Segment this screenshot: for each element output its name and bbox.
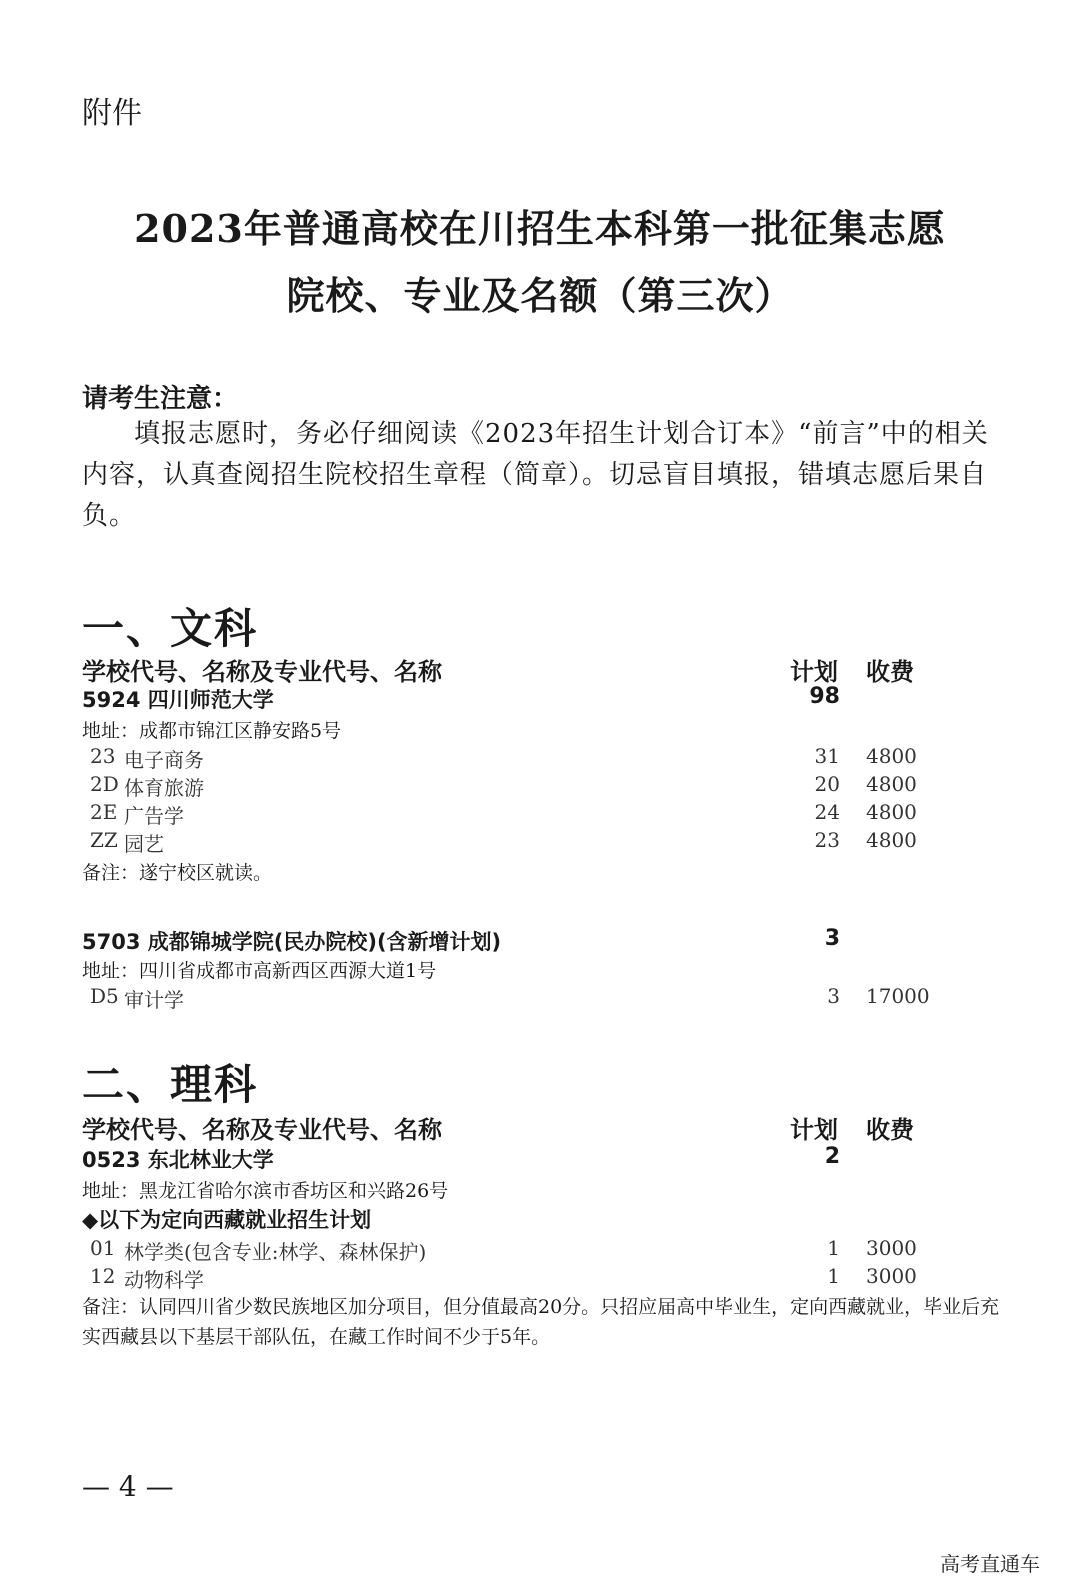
major-fee: 4800 (866, 800, 917, 824)
major-name: 电子商务 (124, 748, 204, 772)
major-fee: 4800 (866, 772, 917, 796)
directed-plan-subheading: ◆以下为定向西藏就业招生计划 (82, 1208, 372, 1232)
major-plan: 1 (827, 1264, 840, 1288)
institution-name: 0523 东北林业大学 (82, 1148, 274, 1172)
page-number: — 4 — (82, 1470, 174, 1503)
institution-plan: 2 (824, 1144, 840, 1169)
institution-plan: 98 (809, 684, 840, 709)
major-plan: 20 (814, 772, 840, 796)
notice-heading: 请考生注意： (82, 384, 239, 414)
column-header-fee: 收费 (866, 1116, 914, 1144)
institution-address: 地址：黑龙江省哈尔滨市香坊区和兴路26号 (82, 1180, 449, 1202)
column-header-fee: 收费 (866, 658, 914, 686)
major-name: 广告学 (124, 804, 184, 828)
major-fee: 17000 (866, 984, 930, 1008)
major-name: 体育旅游 (124, 776, 204, 800)
major-code: 2E (90, 800, 118, 824)
major-code: D5 (90, 984, 119, 1008)
major-name: 审计学 (124, 988, 184, 1012)
major-code: 01 (90, 1236, 116, 1260)
column-header-plan: 计划 (790, 1116, 838, 1144)
major-fee: 4800 (866, 828, 917, 852)
document-title-line2: 院校、专业及名额（第三次） (286, 273, 794, 318)
major-fee: 3000 (866, 1236, 917, 1260)
major-name: 园艺 (124, 832, 164, 856)
watermark: 高考直通车 (940, 1552, 1040, 1576)
section-heading-liberal-arts: 一、文科 (82, 604, 259, 653)
document-title-line1: 2023年普通高校在川招生本科第一批征集志愿 (134, 206, 946, 251)
institution-plan: 3 (824, 926, 840, 951)
major-plan: 3 (827, 984, 840, 1008)
attachment-label: 附件 (82, 96, 142, 131)
major-fee: 4800 (866, 744, 917, 768)
column-header-school: 学校代号、名称及专业代号、名称 (82, 658, 442, 686)
major-code: 23 (90, 744, 116, 768)
section-heading-science: 二、理科 (82, 1060, 259, 1109)
major-plan: 31 (814, 744, 840, 768)
major-name: 林学类(包含专业:林学、森林保护) (124, 1240, 427, 1264)
major-plan: 1 (827, 1236, 840, 1260)
institution-address: 地址：成都市锦江区静安路5号 (82, 720, 342, 742)
institution-address: 地址：四川省成都市高新西区西源大道1号 (82, 960, 437, 982)
major-code: 12 (90, 1264, 116, 1288)
institution-name: 5703 成都锦城学院(民办院校)(含新增计划) (82, 930, 502, 954)
column-header-school: 学校代号、名称及专业代号、名称 (82, 1116, 442, 1144)
major-code: ZZ (90, 828, 118, 852)
column-header-plan: 计划 (790, 658, 838, 686)
major-fee: 3000 (866, 1264, 917, 1288)
major-plan: 23 (814, 828, 840, 852)
institution-note: 备注：认同四川省少数民族地区加分项目，但分值最高20分。只招应届高中毕业生，定向西藏就业，毕业后充实西藏县以下基层干部队伍，在藏工作时间不少于5年。 (82, 1296, 1000, 1348)
institution-note: 备注：遂宁校区就读。 (82, 862, 273, 884)
institution-name: 5924 四川师范大学 (82, 688, 274, 712)
major-plan: 24 (814, 800, 840, 824)
major-name: 动物科学 (124, 1268, 204, 1292)
notice-body: 填报志愿时，务必仔细阅读《2023年招生计划合订本》“前言”中的相关内容，认真查阅招生院校招生章程（简章）。切忌盲目填报，错填志愿后果自负。 (82, 419, 989, 531)
major-code: 2D (90, 772, 119, 796)
